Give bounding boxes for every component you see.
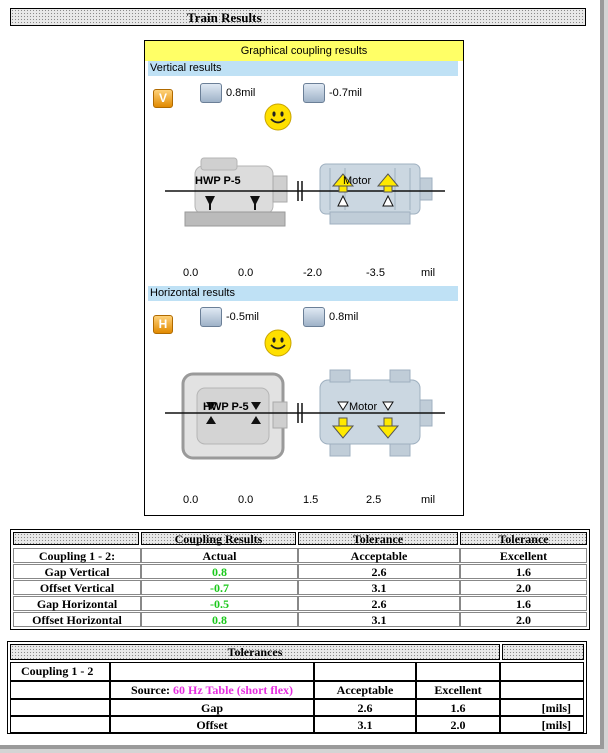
vertical-value: -3.5 — [366, 267, 385, 279]
tol-row-name: Gap — [110, 699, 314, 716]
source-value: 60 Hz Table (short flex) — [173, 683, 294, 697]
row-name: Gap Vertical — [13, 564, 141, 579]
vertical-offset-value: -0.7mil — [329, 86, 363, 99]
tol-row-acceptable: 2.6 — [314, 699, 416, 716]
blank-cell — [500, 662, 584, 681]
vertical-results-label: Vertical results — [148, 61, 458, 76]
horizontal-value: 0.0 — [183, 494, 199, 506]
horizontal-angle-value: -0.5mil — [226, 310, 260, 323]
horizontal-unit: mil — [421, 494, 436, 506]
angularity-icon — [200, 307, 222, 327]
horizontal-results-label: Horizontal results — [148, 286, 458, 301]
source-cell — [110, 681, 314, 699]
angularity-icon — [200, 83, 222, 103]
tol-row-unit: [mils] — [500, 699, 584, 716]
vertical-pump-label: HWP P-5 — [195, 175, 241, 187]
row-acceptable: 2.6 — [298, 564, 460, 579]
horizontal-smiley-icon — [264, 329, 292, 357]
graphical-results-header: Graphical coupling results — [145, 41, 463, 61]
blank-cell — [10, 716, 110, 733]
vertical-motor-label: Motor — [343, 175, 372, 187]
horizontal-value: 2.5 — [366, 494, 382, 506]
tol-row-excellent: 2.0 — [416, 716, 500, 733]
vertical-value: 0.0 — [238, 267, 254, 279]
row-name: Offset Horizontal — [13, 612, 141, 627]
offset-icon — [303, 83, 325, 103]
vertical-value: -2.0 — [303, 267, 322, 279]
row-actual: -0.5 — [141, 596, 298, 611]
tol-row-name: Offset — [110, 716, 314, 733]
coupling-results-table — [10, 529, 590, 630]
row-excellent: 1.6 — [460, 596, 587, 611]
subheader-acceptable: Acceptable — [298, 548, 460, 563]
tol-row-acceptable: 3.1 — [314, 716, 416, 733]
page-title: Train Results — [187, 10, 262, 25]
vertical-value: 0.0 — [183, 267, 199, 279]
title-bar — [10, 8, 586, 26]
horizontal-offset-reading — [303, 307, 358, 327]
col-excellent: Excellent — [416, 681, 500, 699]
tolerances-table — [7, 641, 587, 734]
col-acceptable: Acceptable — [314, 681, 416, 699]
horizontal-motor-label: Motor — [349, 401, 378, 413]
table-row — [13, 564, 587, 580]
tolerance-header: Tolerance — [298, 532, 458, 545]
horizontal-angle-reading — [200, 307, 259, 327]
vertical-badge-icon: V — [153, 89, 173, 108]
subheader-excellent: Excellent — [460, 548, 587, 563]
tolerance-header: Tolerance — [460, 532, 587, 545]
row-acceptable: 3.1 — [298, 580, 460, 595]
horizontal-pump-label: HWP P-5 — [203, 401, 249, 413]
row-actual: 0.8 — [141, 612, 298, 627]
table-row — [13, 612, 587, 628]
vertical-angle-reading — [200, 83, 255, 103]
row-acceptable: 3.1 — [298, 612, 460, 627]
row-name: Gap Horizontal — [13, 596, 141, 611]
blank-cell — [110, 662, 314, 681]
table-row — [13, 580, 587, 596]
vertical-offset-reading — [303, 83, 362, 103]
vertical-angle-value: 0.8mil — [226, 86, 256, 99]
vertical-machine-diagram — [155, 146, 455, 256]
tolerances-header: Tolerances — [10, 644, 500, 660]
horizontal-value: 1.5 — [303, 494, 319, 506]
horizontal-offset-value: 0.8mil — [329, 310, 359, 323]
table-row — [13, 596, 587, 612]
row-actual: -0.7 — [141, 580, 298, 595]
blank-cell — [10, 699, 110, 716]
source-label: Source: — [130, 683, 171, 697]
row-excellent: 2.0 — [460, 580, 587, 595]
row-excellent: 1.6 — [460, 564, 587, 579]
table-subheader-row — [13, 548, 587, 564]
offset-icon — [303, 307, 325, 327]
row-excellent: 2.0 — [460, 612, 587, 627]
subheader-coupling: Coupling 1 - 2: — [13, 548, 141, 563]
graphical-results-panel — [144, 40, 464, 516]
tolerances-header-extra — [502, 644, 584, 660]
header-blank — [13, 532, 139, 545]
blank-cell — [416, 662, 500, 681]
row-name: Offset Vertical — [13, 580, 141, 595]
blank-cell — [500, 681, 584, 699]
vertical-unit: mil — [421, 267, 436, 279]
horizontal-machine-diagram — [155, 366, 455, 471]
blank-cell — [10, 681, 110, 699]
row-acceptable: 2.6 — [298, 596, 460, 611]
vertical-smiley-icon — [264, 103, 292, 131]
tol-row-unit: [mils] — [500, 716, 584, 733]
horizontal-badge-icon: H — [153, 315, 173, 334]
coupling-results-header: Coupling Results — [141, 532, 296, 545]
blank-cell — [314, 662, 416, 681]
subheader-actual: Actual — [141, 548, 298, 563]
row-actual: 0.8 — [141, 564, 298, 579]
tolerances-coupling: Coupling 1 - 2 — [10, 662, 110, 681]
tol-row-excellent: 1.6 — [416, 699, 500, 716]
horizontal-value: 0.0 — [238, 494, 254, 506]
